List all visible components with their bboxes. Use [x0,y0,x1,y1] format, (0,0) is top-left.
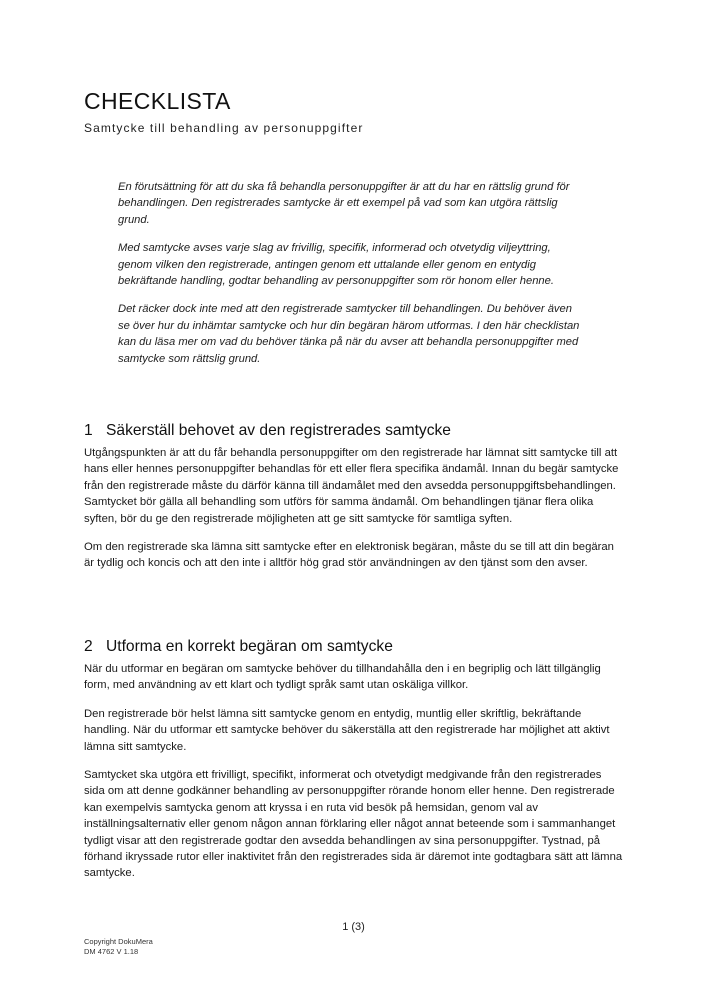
intro-paragraph: En förutsättning för att du ska få behandla personuppgifter är att du har en rättslig grund för behandlingen. Den registrerades samtycke är ett exempel på vad som kan utgöra rättslig grund. [118,181,570,226]
section-1 [84,421,624,584]
intro-paragraph: Med samtycke avses varje slag av frivillig, specifik, informerad och otvetydig viljeyttring, genom vilken den registrerade, antingen genom ett uttalande eller genom en entydig bekräftande handling, godtar behandling av personuppgifter som rör honom eller henne. [118,242,554,288]
section-2 [84,637,624,894]
section-paragraph: Utgångspunkten är att du får behandla personuppgifter om den registrerade har lämnat sitt samtycke till att hans eller hennes personuppgifter behandlas för ett eller flera specifika ändamål. Innan du begär samtycke från den registrerade måste du därför känna till ändamålet med den avsedda personuppgiftsbehandlingen. Samtycket bör gälla all behandling som utförs för samma ändamål. Om behandlingen tjänar flera olika syften, bör du ge den registrerade möjligheten att ge sitt samtycke för samtliga syften. [84,447,619,525]
section-heading [84,637,624,657]
intro-block [118,179,584,379]
page-title: CHECKLISTA [84,88,231,114]
section-paragraph: Om den registrerade ska lämna sitt samtycke efter en elektronisk begäran, måste du se till att din begäran är tydlig och koncis och att den inte i alltför hög grad stör användningen av den tjänst som den avser. [84,541,614,570]
page-subtitle: Samtycke till behandling av personuppgifter [84,121,364,135]
copyright-text: Copyright DokuMera [84,937,153,946]
page-footer [84,937,153,957]
section-paragraph: När du utformar en begäran om samtycke behöver du tillhandahålla den i en begriplig och lätt tillgänglig form, med användning av ett klart och tydligt språk samt utan oskäliga villkor. [84,663,601,692]
section-number: 1 [84,422,93,439]
document-id: DM 4762 V 1.18 [84,947,139,956]
section-paragraph: Samtycket ska utgöra ett frivilligt, specifikt, informerat och otvetydigt medgivande från den registrerades sida om att denne godkänner behandling av personuppgifter rörande honom eller henne. Den registrerade kan exempelvis samtycka genom att kryssa i en ruta vid besök på hemsidan, genom val av inställningsalternativ eller genom någon annan förklaring eller något annat beteende som i sammanhanget tydligt visar att den registrerade godtar den avsedda behandlingen av sina personuppgifter. Tystnad, på förhand ikryssade rutor eller inaktivitet från den registrerades sida är däremot inte godtagbara sätt att lämna samtycke. [84,769,623,880]
intro-paragraph: Det räcker dock inte med att den registrerade samtycker till behandlingen. Du behöver även se över hur du inhämtar samtycke och hur din begäran härom utformas. I den här checklistan kan du läsa mer om vad du behöver tänka på när du avser att behandla personuppgifter med samtycke som rättslig grund. [118,303,580,365]
section-heading-text: Utforma en korrekt begäran om samtycke [106,638,393,655]
page-number: 1 (3) [342,921,365,933]
section-number: 2 [84,638,93,655]
section-heading-text: Säkerställ behovet av den registrerades samtycke [106,422,451,439]
section-heading [84,421,624,441]
section-paragraph: Den registrerade bör helst lämna sitt samtycke genom en entydig, muntlig eller skriftlig, bekräftande handling. När du utformar ett samtycke behöver du säkerställa att den registrerade har möjlighet att aktivt lämna sitt samtycke. [84,707,610,753]
